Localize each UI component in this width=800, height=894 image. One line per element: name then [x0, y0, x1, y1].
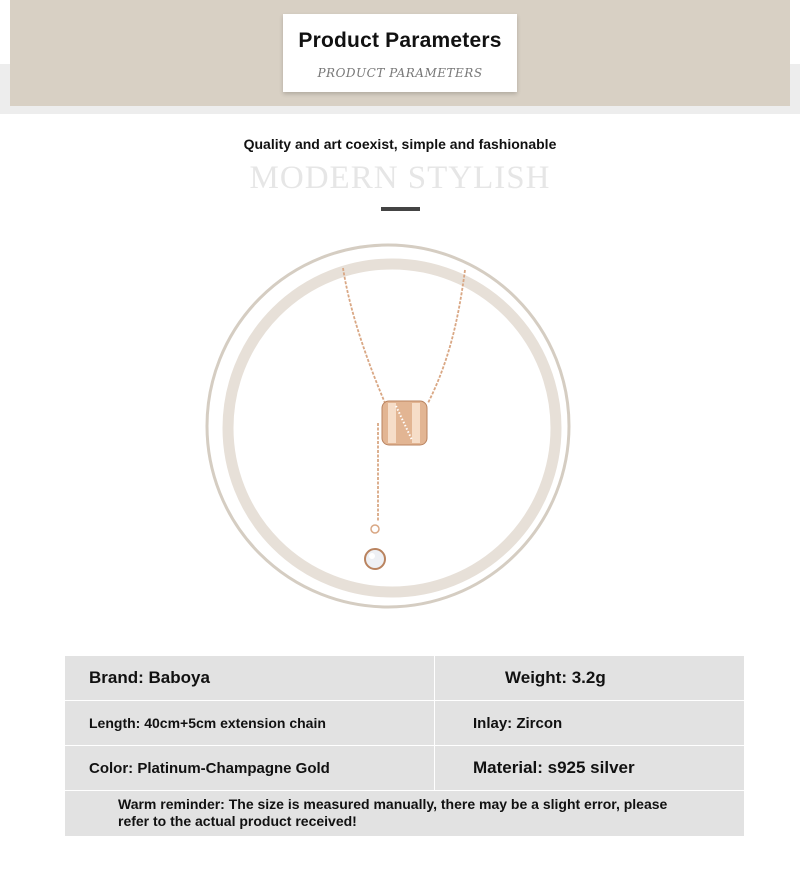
warm-reminder: Warm reminder: The size is measured manually, there may be a slight error, please refer to the actual product received!: [65, 791, 745, 837]
page-title: Product Parameters: [298, 29, 502, 52]
inlay-cell: Inlay: Zircon: [435, 701, 745, 746]
tagline: Quality and art coexist, simple and fashionable: [243, 136, 557, 152]
drop-loop: [371, 525, 379, 533]
parameters-table: [64, 655, 745, 837]
length-cell: Length: 40cm+5cm extension chain: [65, 701, 435, 746]
zircon-stone: [365, 549, 385, 569]
table-row: [65, 656, 745, 701]
table-row: [65, 791, 745, 837]
brand-cell: Brand: Baboya: [65, 656, 435, 701]
table-row: [65, 746, 745, 791]
color-cell: Color: Platinum-Champagne Gold: [65, 746, 435, 791]
pendant-band-right: [412, 403, 420, 443]
title-card: [283, 14, 517, 92]
table-row: [65, 701, 745, 746]
divider: [381, 207, 420, 211]
zircon-sparkle: [369, 553, 375, 559]
material-cell: Material: s925 silver: [435, 746, 745, 791]
necklace-pendant-icon: [200, 238, 580, 618]
headline: MODERN STYLISH: [249, 160, 551, 196]
page-subtitle: PRODUCT PARAMETERS: [317, 66, 483, 80]
chain-right: [428, 270, 465, 403]
weight-cell: Weight: 3.2g: [435, 656, 745, 701]
pendant-band-left: [388, 403, 396, 443]
chain-left: [343, 268, 385, 403]
